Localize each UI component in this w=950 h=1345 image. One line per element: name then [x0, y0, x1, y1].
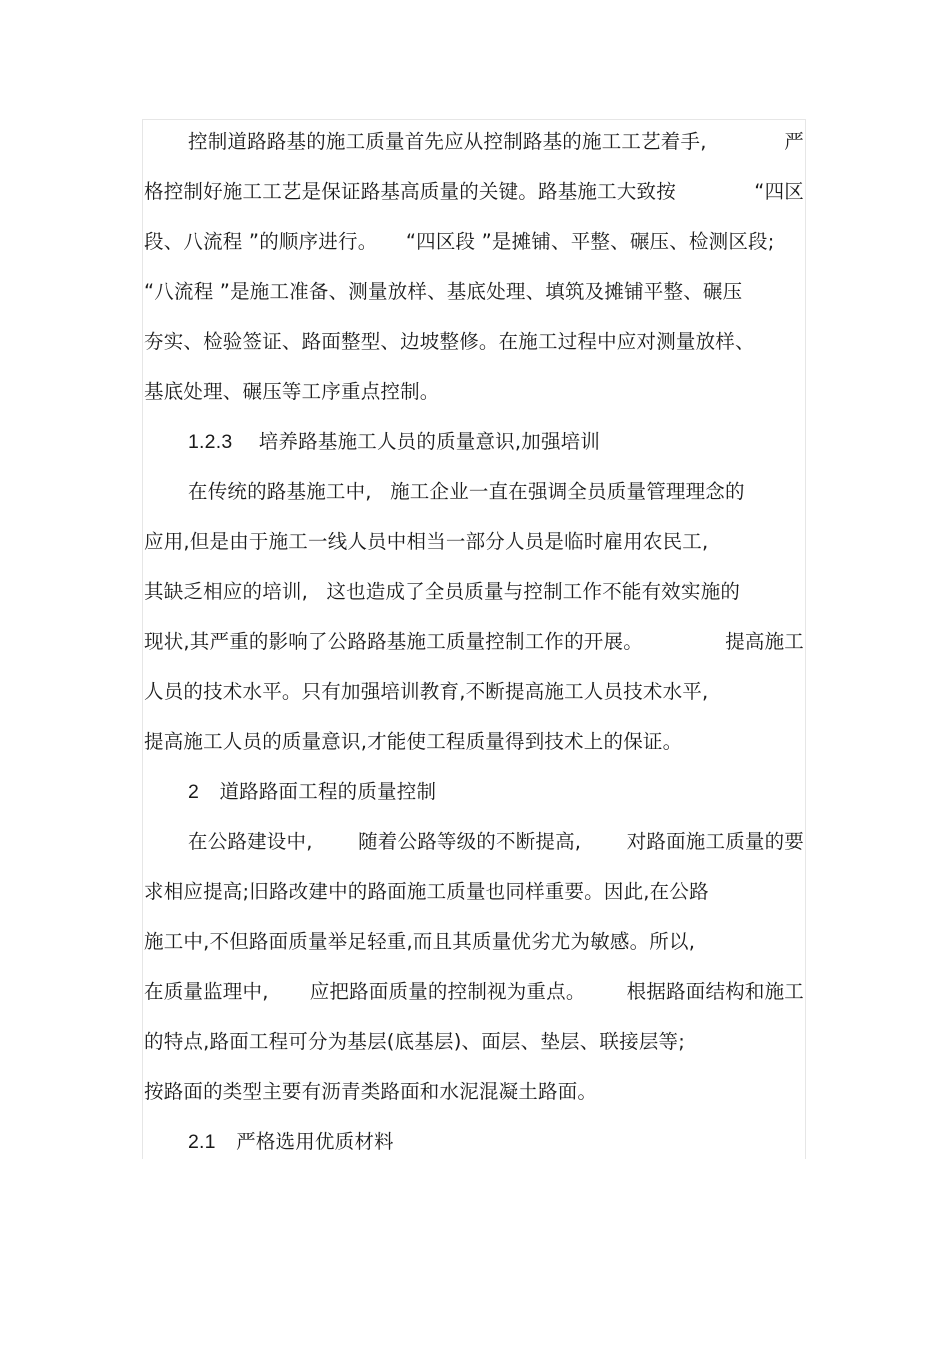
- text-segment: 在公路建设中,: [188, 830, 313, 853]
- text-segment: 提高施工: [725, 630, 804, 653]
- paragraph-line: [188, 477, 804, 507]
- heading-number: 2: [188, 781, 200, 803]
- paragraph-line: [144, 977, 804, 1007]
- text-segment: 施工企业一直在强调全员质量管理理念的: [390, 480, 745, 503]
- paragraph-line: [144, 527, 804, 557]
- paragraph-line: [144, 377, 804, 407]
- heading-title: 培养路基施工人员的质量意识,加强培训: [258, 430, 601, 453]
- text-segment: 按路面的类型主要有沥青类路面和水泥混凝土路面。: [144, 1080, 598, 1103]
- heading-number: 1.2.3: [188, 431, 233, 453]
- heading-title: 道路路面工程的质量控制: [219, 780, 437, 803]
- text-segment: 的特点,路面工程可分为基层(底基层)、面层、垫层、联接层等;: [144, 1030, 685, 1053]
- heading-title: 严格选用优质材料: [236, 1130, 394, 1153]
- text-segment: 根据路面结构和施工: [626, 980, 804, 1003]
- paragraph-line: [144, 677, 804, 707]
- text-segment: 应用,但是由于施工一线人员中相当一部分人员是临时雇用农民工,: [144, 530, 709, 553]
- text-segment: 现状,其严重的影响了公路路基施工质量控制工作的开展。: [144, 630, 643, 653]
- paragraph-line: [144, 727, 804, 757]
- text-segment: 格控制好施工工艺是保证路基高质量的关键。路基施工大致按: [144, 180, 676, 203]
- paragraph-line: [144, 577, 804, 607]
- paragraph-line: [144, 327, 804, 357]
- text-segment: 段、八流程 ”的顺序进行。: [144, 230, 378, 253]
- section-heading: [188, 777, 804, 807]
- paragraph-line: [144, 1027, 804, 1057]
- text-segment: 其缺乏相应的培训,: [144, 580, 308, 603]
- text-segment: 施工中,不但路面质量举足轻重,而且其质量优劣尤为敏感。所以,: [144, 930, 696, 953]
- section-heading: [188, 427, 804, 457]
- paragraph-line: [144, 877, 804, 907]
- text-segment: “四区: [754, 180, 804, 203]
- text-segment: 随着公路等级的不断提高,: [358, 830, 582, 853]
- paragraph-line: [188, 127, 804, 157]
- paragraph-line: [144, 1077, 804, 1107]
- text-segment: “八流程 ”是施工准备、测量放样、基底处理、填筑及摊铺平整、碾压: [144, 280, 743, 303]
- paragraph-line: [144, 927, 804, 957]
- paragraph-line: [188, 827, 804, 857]
- text-segment: 人员的技术水平。只有加强培训教育,不断提高施工人员技术水平,: [144, 680, 709, 703]
- text-segment: “四区段 ”是摊铺、平整、碾压、检测区段;: [405, 230, 775, 253]
- text-segment: 在质量监理中,: [144, 980, 269, 1003]
- text-segment: 夯实、检验签证、路面整型、边坡整修。在施工过程中应对测量放样、: [144, 330, 755, 353]
- paragraph-line: [144, 627, 804, 657]
- text-segment: 应把路面质量的控制视为重点。: [309, 980, 586, 1003]
- text-segment: 提高施工人员的质量意识,才能使工程质量得到技术上的保证。: [144, 730, 683, 753]
- paragraph-line: [144, 177, 804, 207]
- text-segment: 严: [784, 130, 804, 153]
- text-segment: 控制道路路基的施工质量首先应从控制路基的施工工艺着手,: [188, 130, 707, 153]
- text-segment: 基底处理、碾压等工序重点控制。: [144, 380, 440, 403]
- text-segment: 在传统的路基施工中,: [188, 480, 372, 503]
- heading-number: 2.1: [188, 1131, 216, 1153]
- paragraph-line: [144, 227, 804, 257]
- paragraph-line: [144, 277, 804, 307]
- text-segment: 求相应提高;旧路改建中的路面施工质量也同样重要。因此,在公路: [144, 880, 709, 903]
- text-segment: 对路面施工质量的要: [626, 830, 804, 853]
- text-segment: 这也造成了全员质量与控制工作不能有效实施的: [326, 580, 741, 603]
- section-heading: [188, 1127, 804, 1157]
